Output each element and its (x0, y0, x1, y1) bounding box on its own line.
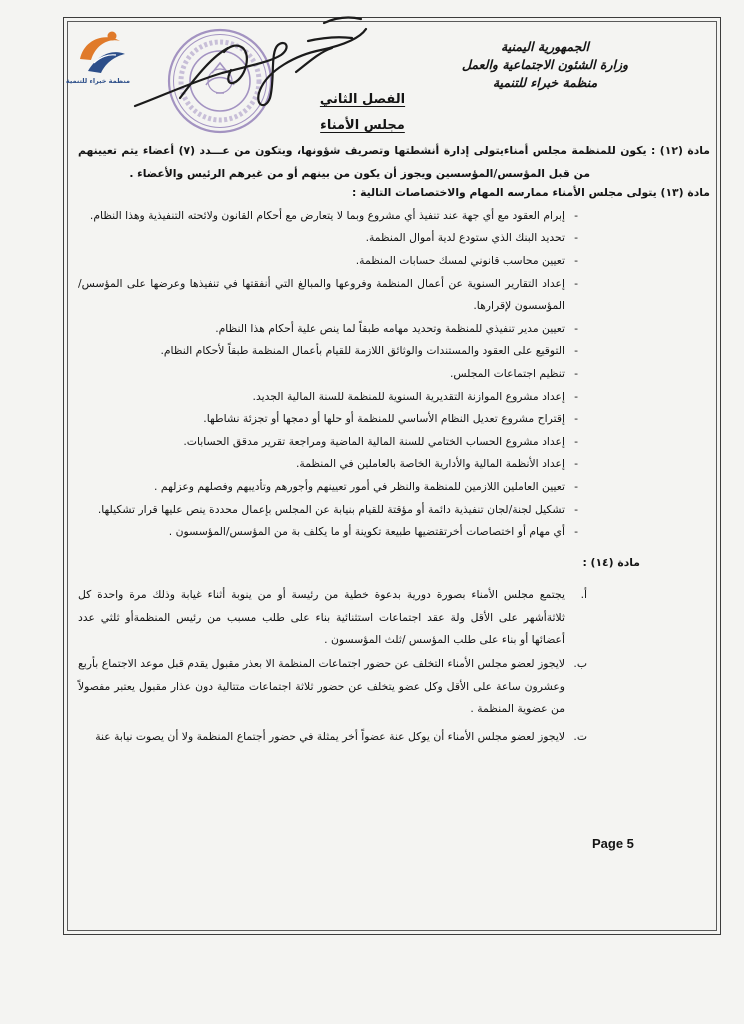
clause-marker: ب. (573, 657, 587, 671)
duty-item: - إعداد الأنظمة المالية والأدارية الخاصة بالعاملين في المنظمة. (78, 453, 565, 476)
duty-item: - التوقيع على العقود والمستندات والوثائق اللازمة للقيام بأعمال المنظمة طبقاً لأحكام النظام. (78, 340, 565, 363)
article-14-heading: مادة (١٤) : (582, 555, 640, 569)
clause-marker: ت. (573, 729, 587, 743)
chapter-title-text: الفصل الثاني (319, 92, 406, 107)
duty-item: - تنظيم اجتماعات المجلس. (78, 363, 565, 386)
duty-item: - إعداد مشروع الموازنة التقديرية السنوية للمنظمة للسنة المالية الجديد. (78, 386, 565, 409)
document-body (78, 140, 710, 748)
duty-item: - تشكيل لجنة/لجان تنفيذية دائمة أو مؤقتة للقيام بنيابة عن المجلس بإعمال محددة ينص عليها قرار تشكيلها. (78, 499, 565, 522)
clause-text: يجتمع مجلس الأمناء بصورة دورية بدعوة خطية من رئيسة أو من ينوبة أثناء غيابة وذلك مرة واحدة كل ثلاثةأشهر على الأقل ولة عقد اجتماعات استثنائية بناء على طلب مسبب من رئيس المنظمةأو ثلثي عدد أعضائها أو بناء على طلب المؤسس /ثلث المؤسسون . (78, 588, 565, 647)
government-header (440, 38, 650, 92)
duty-item: - أي مهام أو اختصاصات أخرتقتضيها طبيعة تكوينة أو ما يكلف بة من المؤسس/المؤسسون . (78, 521, 565, 544)
clause-item (78, 726, 587, 749)
clause-item (78, 584, 587, 652)
chapter-title (255, 91, 470, 109)
article-13-duties-list (78, 205, 710, 544)
clause-text: لايجوز لعضو مجلس الأمناء التخلف عن حضور اجتماعات المنظمة الا بعذر مقبول يقدم قبل موعد الاجتماع بأربع وعشرون ساعة على الأقل وكل عضو يتخلف عن حضور ثلاثة اجتماعات متتالية دون عذار مقبول يعتبر مفصولاً من عضوية المنظمة . (78, 657, 565, 716)
article-12-label: مادة (١٢) : (651, 144, 710, 157)
country-name: الجمهورية اليمنية (501, 39, 589, 54)
duty-item: - إقتراح مشروع تعديل النظام الأساسي للمنظمة أو حلها أو دمجها أو تجزئة نشاطها. (78, 408, 565, 431)
clause-item (78, 653, 587, 721)
article-13-heading (78, 182, 710, 205)
article-13-label: مادة (١٣) (660, 186, 710, 200)
duty-item: - إعداد التقارير السنوية عن أعمال المنظمة وفروعها والمبالغ التي أنفقتها في تنفيذها وعرضها على المؤسس/المؤسسون لإقرارها. (78, 273, 565, 318)
article-13-intro: يتولى مجلس الأمناء ممارسه المهام والاختصاصات التالية : (352, 186, 657, 200)
duty-item: - إبرام العقود مع أي جهة عند تنفيذ أي مشروع وبما لا يتعارض مع أحكام القانون ولائحته التنفيذية وهذا النظام. (78, 205, 565, 228)
chapter-subtitle (255, 117, 470, 135)
page-number: Page 5 (592, 836, 634, 851)
duty-item: - تعيين مدير تنفيذي للمنظمة وتحديد مهامه طبقاً لما ينص علية أحكام هذا النظام. (78, 318, 565, 341)
article-14-clauses-list (78, 584, 710, 748)
ministry-name: وزارة الشئون الاجتماعية والعمل (461, 57, 629, 72)
article-12-text: يكون للمنظمة مجلس أمناءيتولى إدارة أنشطتها وتصريف شؤونها، ويتكون من عـــدد (٧) أعضاء يتم تعيينهم من قبل المؤسس/المؤسسين ويجوز أن يكون من بينهم أو من غيرهم الرئيس والأعضاء . (78, 144, 647, 180)
duty-item: - تعيين العاملين اللازمين للمنظمة والنظر في أمور تعيينهم وأجورهم وتأديبهم وفصلهم وعزلهم . (78, 476, 565, 499)
organization-name: منظمة خبراء للتنمية (492, 75, 598, 90)
article-12 (78, 140, 710, 185)
logo-caption: منظمة خبراء للتنمية (65, 77, 130, 85)
clause-marker: أ. (580, 588, 587, 602)
duty-item: - إعداد مشروع الحساب الختامي للسنة المالية الماضية ومراجعة تقرير مدقق الحسابات. (78, 431, 565, 454)
duty-item: - تعيين محاسب قانوني لمسك حسابات المنظمة. (78, 250, 565, 273)
duty-item: - تحديد البنك الذي ستودع لدية أموال المنظمة. (78, 227, 565, 250)
chapter-subtitle-text: مجلس الأمناء (320, 118, 405, 133)
clause-text: لايجوز لعضو مجلس الأمناء أن يوكل عنة عضواً أخر يمثلة في حضور أجتماع المنظمة ولا أن يصوت نيابة عنة (95, 729, 565, 743)
